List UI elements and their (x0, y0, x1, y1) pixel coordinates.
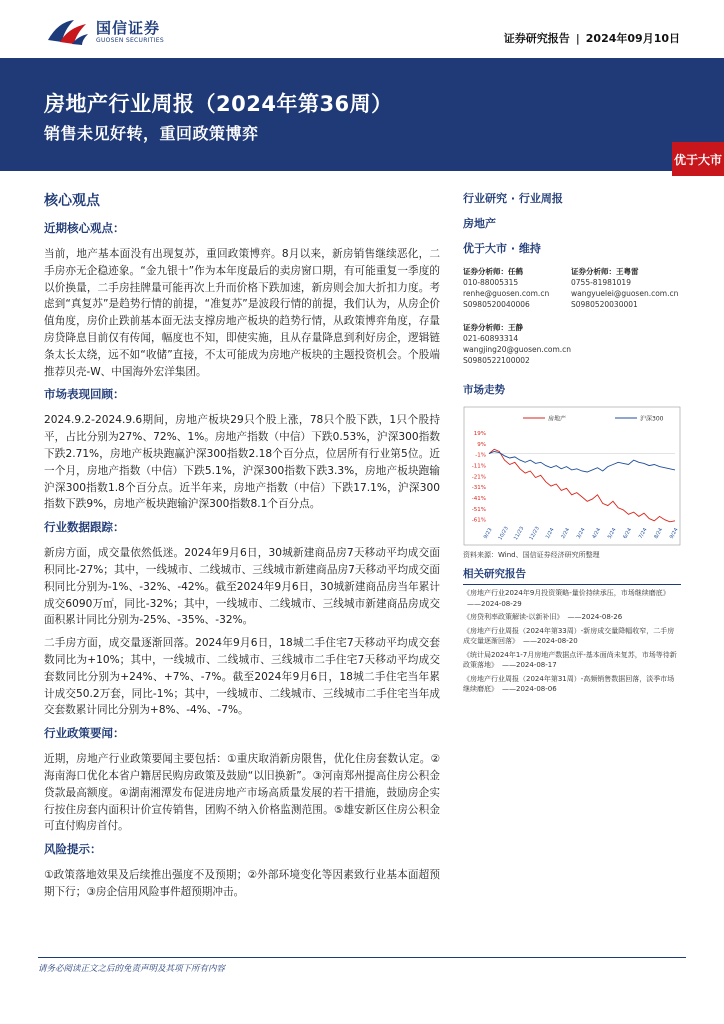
x-tick-label: 8/24 (653, 527, 665, 540)
analyst-list (463, 266, 681, 376)
analyst-card (463, 322, 573, 366)
related-reports-list (463, 588, 681, 695)
analyst-name: 证券分析师：任鹤 (463, 267, 523, 276)
section-paragraph: 当前，地产基本面没有出现复苏，重回政策博弈。8月以来，新房销售继续恶化，二手房亦无企稳迹象。“金九银十”作为本年度最后的卖房窗口期，有可能重复一季度的以价换量，二手房挂牌量可能再次上升而价格下跌加速，新房则会加大折扣力度。考虑到“真复苏”是趋势行情的前提，“准复苏”是波段行情的前提，我们认为，从房企价值角度，房价止跌前基本面无法支撑房地产板块的趋势行情，从政策博弈角度，存量房贷降息目前仅有传闻，幅度也不知，即使实施，且从存量降息到利好房企，逻辑链条太长太绕，远不如“收储”直接，不太可能成为房地产板块的主题投资机会。个股端推荐贝壳-W、中国海外宏洋集团。 (44, 248, 440, 378)
y-tick-label: 9% (477, 441, 486, 448)
analyst-phone: 0755-81981019 (571, 278, 631, 287)
core-views-title: 核心观点 (44, 193, 100, 209)
x-tick-label: 4/24 (591, 527, 603, 540)
trend-title: 市场走势 (463, 384, 505, 396)
x-tick-label: 2/24 (560, 527, 572, 540)
series-line-real-estate (489, 449, 675, 522)
x-tick-label: 11/23 (512, 525, 526, 542)
section-title: 近期核心观点： (44, 221, 125, 235)
title-banner (0, 58, 724, 171)
related-report-item[interactable]: 《统计局2024年1-7月房地产数据点评-基本面尚未复苏，市场等待新政策落地》 ——2024-08-17 (463, 650, 677, 669)
chart-frame (464, 407, 680, 545)
report-type: 证券研究报告 (503, 32, 570, 45)
related-report-item[interactable]: 《房地产行业周报（2024年第31周）-高频销售数据回落，淡季市场继续磨底》 ——2024-08-06 (463, 674, 675, 693)
y-tick-label: -11% (471, 463, 486, 470)
analyst-license: S0980520040006 (463, 300, 530, 309)
analyst-license: S0980520030001 (571, 300, 638, 309)
y-tick-label: -31% (471, 485, 486, 492)
rating-badge: 优于大市 (672, 142, 724, 176)
y-tick-label: 19% (473, 431, 486, 438)
analyst-email[interactable]: renhe@guosen.com.cn (463, 289, 550, 298)
x-tick-label: 9/24 (668, 527, 680, 540)
related-report-item[interactable]: 《房地产行业周报（2024年第33周）-新房成交量降幅收窄，二手房成交量逐渐回落》 ——2024-08-20 (463, 626, 675, 645)
logo-mark-icon (44, 16, 90, 46)
x-tick-label: 6/24 (622, 527, 634, 540)
x-tick-label: 7/24 (637, 527, 649, 540)
section-paragraph: 2024.9.2-2024.9.6期间，房地产板块29只个股上涨，78只个股下跌，1只个股持平，占比分别为27%、72%、1%。房地产指数（中信）下跌0.53%，沪深300指数下跌2.71%，房地产板块跑赢沪深300指数2.18个百分点，位居所有行业第5位。近一个月，房地产指数（中信）下跌5.1%，沪深300指数下跌3.3%，房地产板块跑输沪深300指数1.8个百分点。近半年来，房地产指数（中信）下跌17.1%，沪深300指数下跌9%，房地产板块跑输沪深300指数8.1个百分点。 (44, 414, 440, 511)
y-tick-label: -21% (471, 474, 486, 481)
legend-label: 沪深300 (640, 415, 664, 423)
section-title: 市场表现回顾： (44, 387, 125, 402)
sidebar-column (463, 190, 681, 695)
core-views-column (44, 190, 440, 901)
analyst-email[interactable]: wangjing20@guosen.com.cn (463, 345, 572, 354)
analyst-card (571, 266, 681, 310)
section-paragraph: 二手房方面，成交量逐渐回落。2024年9月6日，18城二手住宅7天移动平均成交套数同比为+10%；其中，一线城市、二线城市、三线城市二手住宅7天移动平均成交套数同比分别为+24%、+7%、-7%。截至2024年9月6日，18城二手住宅当年累计成交50.2万套，同比-1%；其中，一线城市、二线城市、三线城市二手住宅当年成交套数累计同比分别为+8%、-4%、-7%。 (44, 637, 440, 717)
trend-chart (463, 406, 681, 546)
report-meta: 证券研究报告 | 2024年09月10日 (503, 32, 680, 45)
footer-disclaimer: 请务必阅读正文之后的免责声明及其项下所有内容 (38, 964, 226, 974)
rating-status: 优于大市 · 维持 (463, 242, 541, 255)
analyst-phone: 010-88005315 (463, 278, 519, 287)
analyst-phone: 021-60893314 (463, 334, 519, 343)
legend-label: 房地产 (548, 415, 567, 423)
analyst-email[interactable]: wangyuelei@guosen.com.cn (571, 289, 679, 298)
section-title: 行业政策要闻： (44, 726, 125, 741)
industry-name: 房地产 (463, 217, 496, 230)
report-title: 房地产行业周报（2024年第36周） (44, 92, 393, 116)
logo-en-text: GUOSEN SECURITIES (96, 37, 165, 44)
analyst-card (463, 266, 573, 310)
chart-source: 资料来源：Wind、国信证券经济研究所整理 (463, 551, 600, 559)
top-bar (0, 0, 724, 58)
y-tick-label: -61% (471, 517, 486, 524)
related-report-item[interactable]: 《房贷利率政策解读-以新补旧》 ——2024-08-26 (463, 613, 623, 621)
x-tick-label: 10/23 (497, 525, 510, 542)
report-date: 2024年09月10日 (585, 32, 680, 45)
section-title: 行业数据跟踪： (44, 520, 125, 535)
report-subtitle: 销售未见好转，重回政策博弈 (44, 124, 259, 143)
section-paragraph: 新房方面，成交量依然低迷。2024年9月6日，30城新建商品房7天移动平均成交面积同比-27%；其中，一线城市、二线城市、三线城市新建商品房7天移动平均成交面积同比分别为-1%、-32%、-42%。截至2024年9月6日，30城新建商品房当年累计成交6090万㎡，同比-32%；其中，一线城市、二线城市、三线城市新建商品房成交面积累计同比分别为-25%、-35%、-32%。 (44, 547, 440, 627)
y-tick-label: -1% (475, 452, 486, 459)
trend-chart-svg (463, 406, 681, 546)
x-tick-label: 5/24 (606, 527, 618, 540)
footer-divider (38, 957, 686, 958)
analyst-license: S0980522100002 (463, 356, 530, 365)
research-type: 行业研究 · 行业周报 (463, 192, 563, 205)
related-report-item[interactable]: 《房地产行业2024年9月投资策略-量价持续承压，市场继续磨底》——2024-08-29 (463, 589, 670, 608)
section-paragraph: 近期，房地产行业政策要闻主要包括：①重庆取消新房限售，优化住房套数认定。②海南海口优化本省户籍居民购房政策及鼓励“以旧换新”。③河南郑州提高住房公积金贷款最高额度。④湖南湘潭发布促进房地产市场高质量发展的若干措施，鼓励房企实行按住房套内面积计价宣传销售，团购不纳入价格监测范围。⑤雄安新区住房公积金可直付购房首付。 (44, 753, 440, 833)
company-logo (44, 16, 194, 48)
x-tick-label: 3/24 (575, 527, 587, 540)
related-reports-title: 相关研究报告 (463, 566, 681, 585)
x-tick-label: 1/24 (544, 527, 556, 540)
section-paragraph: ①政策落地效果及后续推出强度不及预期；②外部环境变化等因素致行业基本面超预期下行；③房企信用风险事件超预期冲击。 (44, 869, 440, 898)
section-title: 风险提示： (44, 842, 102, 857)
y-tick-label: -51% (471, 506, 486, 513)
analyst-name: 证券分析师：王静 (463, 323, 523, 332)
x-tick-label: 12/23 (528, 525, 541, 542)
series-line-csi300 (489, 452, 675, 473)
analyst-name: 证券分析师：王粤雷 (571, 267, 639, 276)
logo-cn-text: 国信证券 (96, 19, 161, 37)
y-tick-label: -41% (471, 496, 486, 503)
x-tick-label: 9/23 (482, 527, 494, 540)
